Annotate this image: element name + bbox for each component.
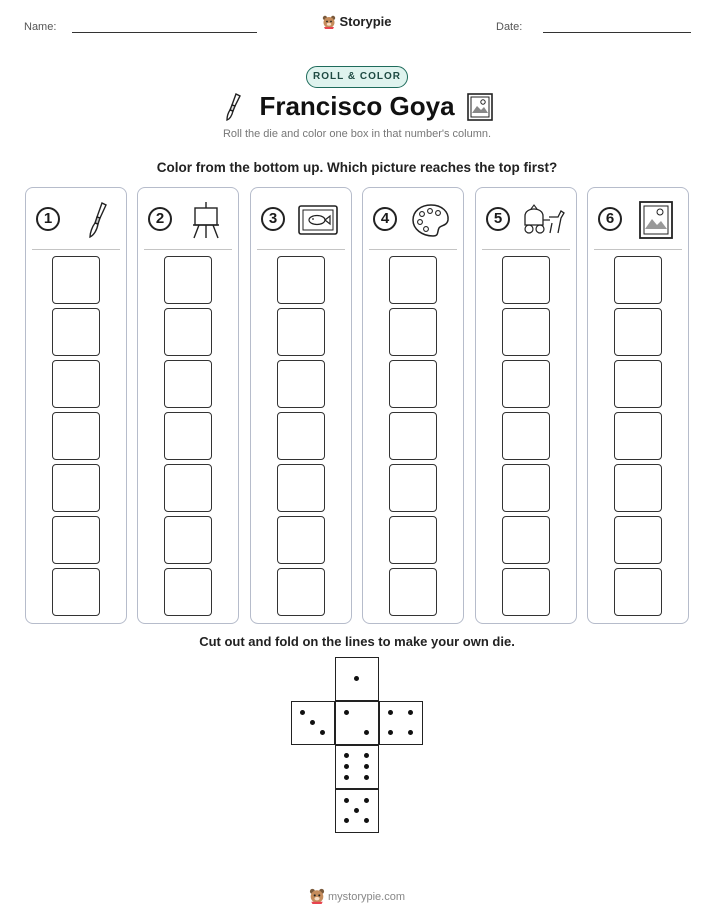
die-pip bbox=[364, 764, 369, 769]
column-divider bbox=[144, 249, 232, 250]
color-box[interactable] bbox=[502, 308, 550, 356]
color-box[interactable] bbox=[164, 412, 212, 460]
die-instruction: Cut out and fold on the lines to make your own die. bbox=[199, 634, 515, 649]
framed-landscape-painting-icon bbox=[634, 200, 678, 240]
footer-url[interactable]: mystorypie.com bbox=[327, 891, 406, 903]
die-pip bbox=[354, 676, 359, 681]
color-box[interactable] bbox=[614, 568, 662, 616]
color-box[interactable] bbox=[164, 256, 212, 304]
color-box[interactable] bbox=[277, 360, 325, 408]
die-pip bbox=[344, 710, 349, 715]
color-box[interactable] bbox=[614, 360, 662, 408]
paintbrush-icon bbox=[72, 200, 116, 240]
die-pip bbox=[408, 730, 413, 735]
storypie-logo bbox=[0, 14, 714, 29]
column-number: 4 bbox=[373, 207, 397, 231]
color-box[interactable] bbox=[277, 256, 325, 304]
horse-carriage-icon bbox=[522, 200, 566, 240]
color-box[interactable] bbox=[502, 256, 550, 304]
name-label: Name: bbox=[24, 21, 57, 33]
color-box[interactable] bbox=[614, 516, 662, 564]
color-box[interactable] bbox=[164, 360, 212, 408]
color-box[interactable] bbox=[164, 464, 212, 512]
die-pip bbox=[354, 808, 359, 813]
column-number: 5 bbox=[486, 207, 510, 231]
date-line[interactable] bbox=[543, 32, 691, 33]
paint-palette-icon bbox=[409, 200, 453, 240]
die-pip bbox=[344, 818, 349, 823]
column-3 bbox=[250, 187, 352, 624]
die-face-3 bbox=[291, 701, 335, 745]
column-2 bbox=[137, 187, 239, 624]
color-box[interactable] bbox=[389, 464, 437, 512]
color-box[interactable] bbox=[164, 308, 212, 356]
color-box[interactable] bbox=[52, 516, 100, 564]
die-pip bbox=[320, 730, 325, 735]
die-pip bbox=[300, 710, 305, 715]
color-box[interactable] bbox=[614, 308, 662, 356]
die-face-5 bbox=[335, 789, 379, 833]
column-5 bbox=[475, 187, 577, 624]
die-pip bbox=[364, 730, 369, 735]
color-box[interactable] bbox=[389, 412, 437, 460]
column-number: 3 bbox=[261, 207, 285, 231]
column-divider bbox=[32, 249, 120, 250]
column-number: 1 bbox=[36, 207, 60, 231]
die-pip bbox=[388, 710, 393, 715]
color-box[interactable] bbox=[52, 256, 100, 304]
color-box[interactable] bbox=[277, 464, 325, 512]
color-box[interactable] bbox=[389, 568, 437, 616]
color-box[interactable] bbox=[164, 568, 212, 616]
color-box[interactable] bbox=[389, 516, 437, 564]
storypie-bear-icon bbox=[309, 888, 325, 904]
color-box[interactable] bbox=[502, 464, 550, 512]
die-face-6 bbox=[335, 745, 379, 789]
title-framed-painting-icon bbox=[467, 93, 493, 121]
page-title: Francisco Goya bbox=[259, 91, 455, 121]
die-pip bbox=[408, 710, 413, 715]
color-box[interactable] bbox=[502, 412, 550, 460]
die-pip bbox=[344, 764, 349, 769]
die-pip bbox=[364, 818, 369, 823]
color-box[interactable] bbox=[52, 360, 100, 408]
column-divider bbox=[482, 249, 570, 250]
color-box[interactable] bbox=[502, 568, 550, 616]
column-6 bbox=[587, 187, 689, 624]
color-box[interactable] bbox=[277, 412, 325, 460]
logo-text: Storypie bbox=[339, 14, 392, 29]
color-box[interactable] bbox=[614, 464, 662, 512]
die-pip bbox=[364, 798, 369, 803]
die-pip bbox=[364, 753, 369, 758]
easel-icon bbox=[184, 200, 228, 240]
color-box[interactable] bbox=[502, 360, 550, 408]
name-line[interactable] bbox=[72, 32, 257, 33]
die-face-2 bbox=[335, 701, 379, 745]
color-box[interactable] bbox=[164, 516, 212, 564]
column-divider bbox=[257, 249, 345, 250]
roll-color-badge: ROLL & COLOR bbox=[306, 66, 408, 88]
die-pip bbox=[364, 775, 369, 780]
color-box[interactable] bbox=[52, 308, 100, 356]
color-box[interactable] bbox=[277, 516, 325, 564]
storypie-bear-icon bbox=[322, 15, 336, 29]
footer bbox=[0, 888, 714, 904]
column-number: 2 bbox=[148, 207, 172, 231]
die-pip bbox=[344, 753, 349, 758]
color-box[interactable] bbox=[389, 308, 437, 356]
column-divider bbox=[594, 249, 682, 250]
color-box[interactable] bbox=[52, 412, 100, 460]
die-pip bbox=[310, 720, 315, 725]
color-box[interactable] bbox=[52, 464, 100, 512]
die-face-1 bbox=[335, 657, 379, 701]
die-pip bbox=[388, 730, 393, 735]
color-box[interactable] bbox=[502, 516, 550, 564]
subtitle: Roll the die and color one box in that number's column. bbox=[222, 128, 492, 140]
column-divider bbox=[369, 249, 457, 250]
die-pip bbox=[344, 798, 349, 803]
column-4 bbox=[362, 187, 464, 624]
date-label: Date: bbox=[496, 21, 523, 33]
color-box[interactable] bbox=[614, 256, 662, 304]
column-1 bbox=[25, 187, 127, 624]
color-box[interactable] bbox=[614, 412, 662, 460]
color-box[interactable] bbox=[389, 360, 437, 408]
die-face-4 bbox=[379, 701, 423, 745]
color-box[interactable] bbox=[389, 256, 437, 304]
instruction-text: Color from the bottom up. Which picture reaches the top first? bbox=[156, 160, 558, 175]
color-box[interactable] bbox=[52, 568, 100, 616]
color-box[interactable] bbox=[277, 568, 325, 616]
die-pip bbox=[344, 775, 349, 780]
framed-fish-painting-icon bbox=[297, 200, 341, 240]
column-number: 6 bbox=[598, 207, 622, 231]
color-box[interactable] bbox=[277, 308, 325, 356]
